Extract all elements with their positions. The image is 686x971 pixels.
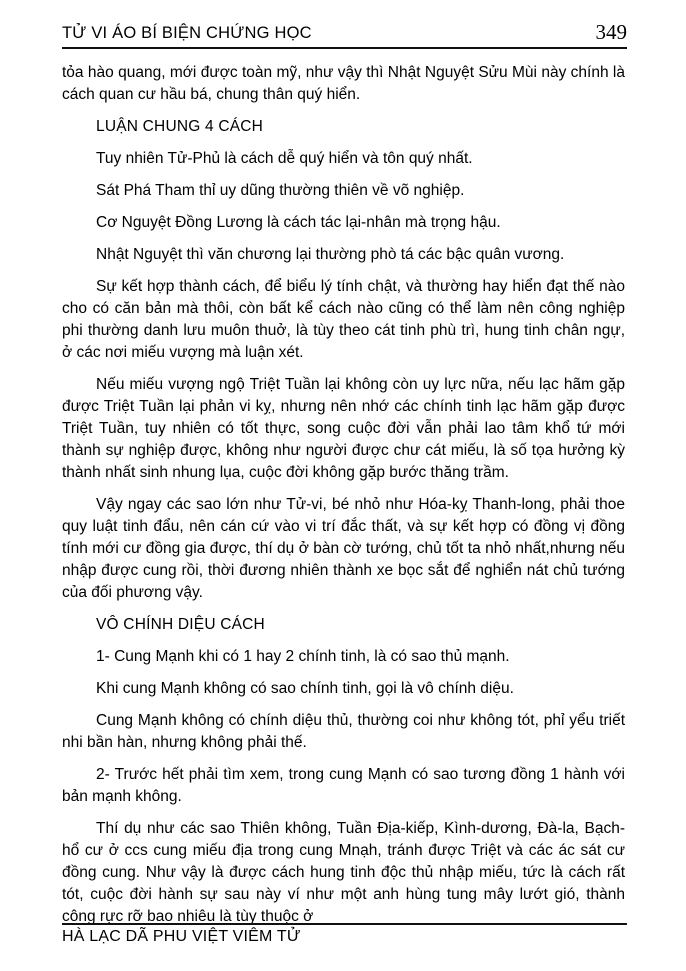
page-number: 349: [595, 20, 627, 44]
section-heading: LUẬN CHUNG 4 CÁCH: [96, 118, 264, 135]
paragraph: Khi cung Mạnh không có sao chính tinh, gọi là vô chính diệu.: [96, 680, 514, 697]
paragraph: 2- Trước hết phải tìm xem, trong cung Mạnh có sao tương đồng 1 hành với bản mạnh không.: [62, 766, 625, 805]
paragraph: Cơ Nguyệt Đồng Lương là cách tác lại-nhân mà trọng hậu.: [96, 214, 501, 231]
page-footer: [62, 923, 627, 946]
paragraph: Vậy ngay các sao lớn như Tử-vi, bé nhỏ như Hóa-kỵ Thanh-long, phải thoe quy luật tinh đẩu, nên cán cứ vào vi trí đắc thất, và sự kết hợp có đồng vị đồng tính mới cư đồng gia được, thí dụ ở bàn cờ tướng, chủ tốt ta nhỏ nhất,nhưng nếu nhập được cung rồi, thời đương nhiên thành xe bọc sắt để nghiển nát chủ tướng của đối phương vậy.: [62, 496, 625, 601]
section-heading: VÔ CHÍNH DIỆU CÁCH: [96, 616, 265, 633]
paragraph: Nếu miếu vượng ngộ Triệt Tuần lại không còn uy lực nữa, nếu lạc hãm gặp được Triệt Tuần lại phản vi kỵ, nhưng nên nhớ các chính tinh lạc hãm gặp được Triệt Tuần, tuy nhiên có tốt thực, song cuộc đời vẫn phải lao tâm khổ tứ mới thành sự nghiệp được, không như người được chư cát miếu, là số tọa hưởng kỳ thành nhất sinh nhung lụa, cuộc đời không gặp bước thăng trầm.: [62, 376, 625, 481]
paragraph: Sự kết hợp thành cách, để biểu lý tính chật, và thường hay hiển đạt thế nào cho có căn bản mà thôi, còn bất kể cách nào cũng có thể làm nên công nghiệp phi thường danh lưu muôn thuở, là tùy theo cát tinh phù trì, hung tinh chân ngự, ở các nơi miếu vượng mà luận xét.: [62, 278, 625, 361]
paragraph: tỏa hào quang, mới được toàn mỹ, như vậy thì Nhật Nguyệt Sửu Mùi này chính là cách quan cư hầu bá, chung thân quý hiển.: [62, 64, 625, 103]
paragraph: Sát Phá Tham thỉ uy dũng thường thiên về võ nghiệp.: [96, 182, 465, 199]
page-body: [62, 62, 625, 938]
footer-text: HÀ LẠC DÃ PHU VIỆT VIÊM TỬ: [62, 928, 301, 945]
paragraph: Nhật Nguyệt thì văn chương lại thường phò tá các bậc quân vương.: [96, 246, 565, 263]
paragraph: Tuy nhiên Tử-Phủ là cách dễ quý hiển và tôn quý nhất.: [96, 150, 473, 167]
paragraph: Thí dụ như các sao Thiên không, Tuần Địa-kiếp, Kình-dương, Đà-la, Bạch-hổ cư ở ccs cung miếu địa trong cung Mnạh, tránh được Triệt và các ác sát cư đồng cung. Như vậy là được cách hung tinh độc thủ nhập miếu, tức là cách rất tót, cuộc đời hành sự sau này ví như một anh hùng tung mây lướt gió, thành công rực rỡ bao nhiêu là tùy thuộc ở: [62, 820, 625, 925]
paragraph: 1- Cung Mạnh khi có 1 hay 2 chính tinh, là có sao thủ mạnh.: [96, 648, 510, 665]
book-title: TỬ VI ÁO BÍ BIỆN CHỨNG HỌC: [62, 24, 312, 42]
paragraph: Cung Mạnh không có chính diệu thủ, thường coi như không tót, phỉ yểu triết nhi bần hàn, nhưng không phải thế.: [62, 712, 625, 751]
running-header: [62, 22, 627, 49]
